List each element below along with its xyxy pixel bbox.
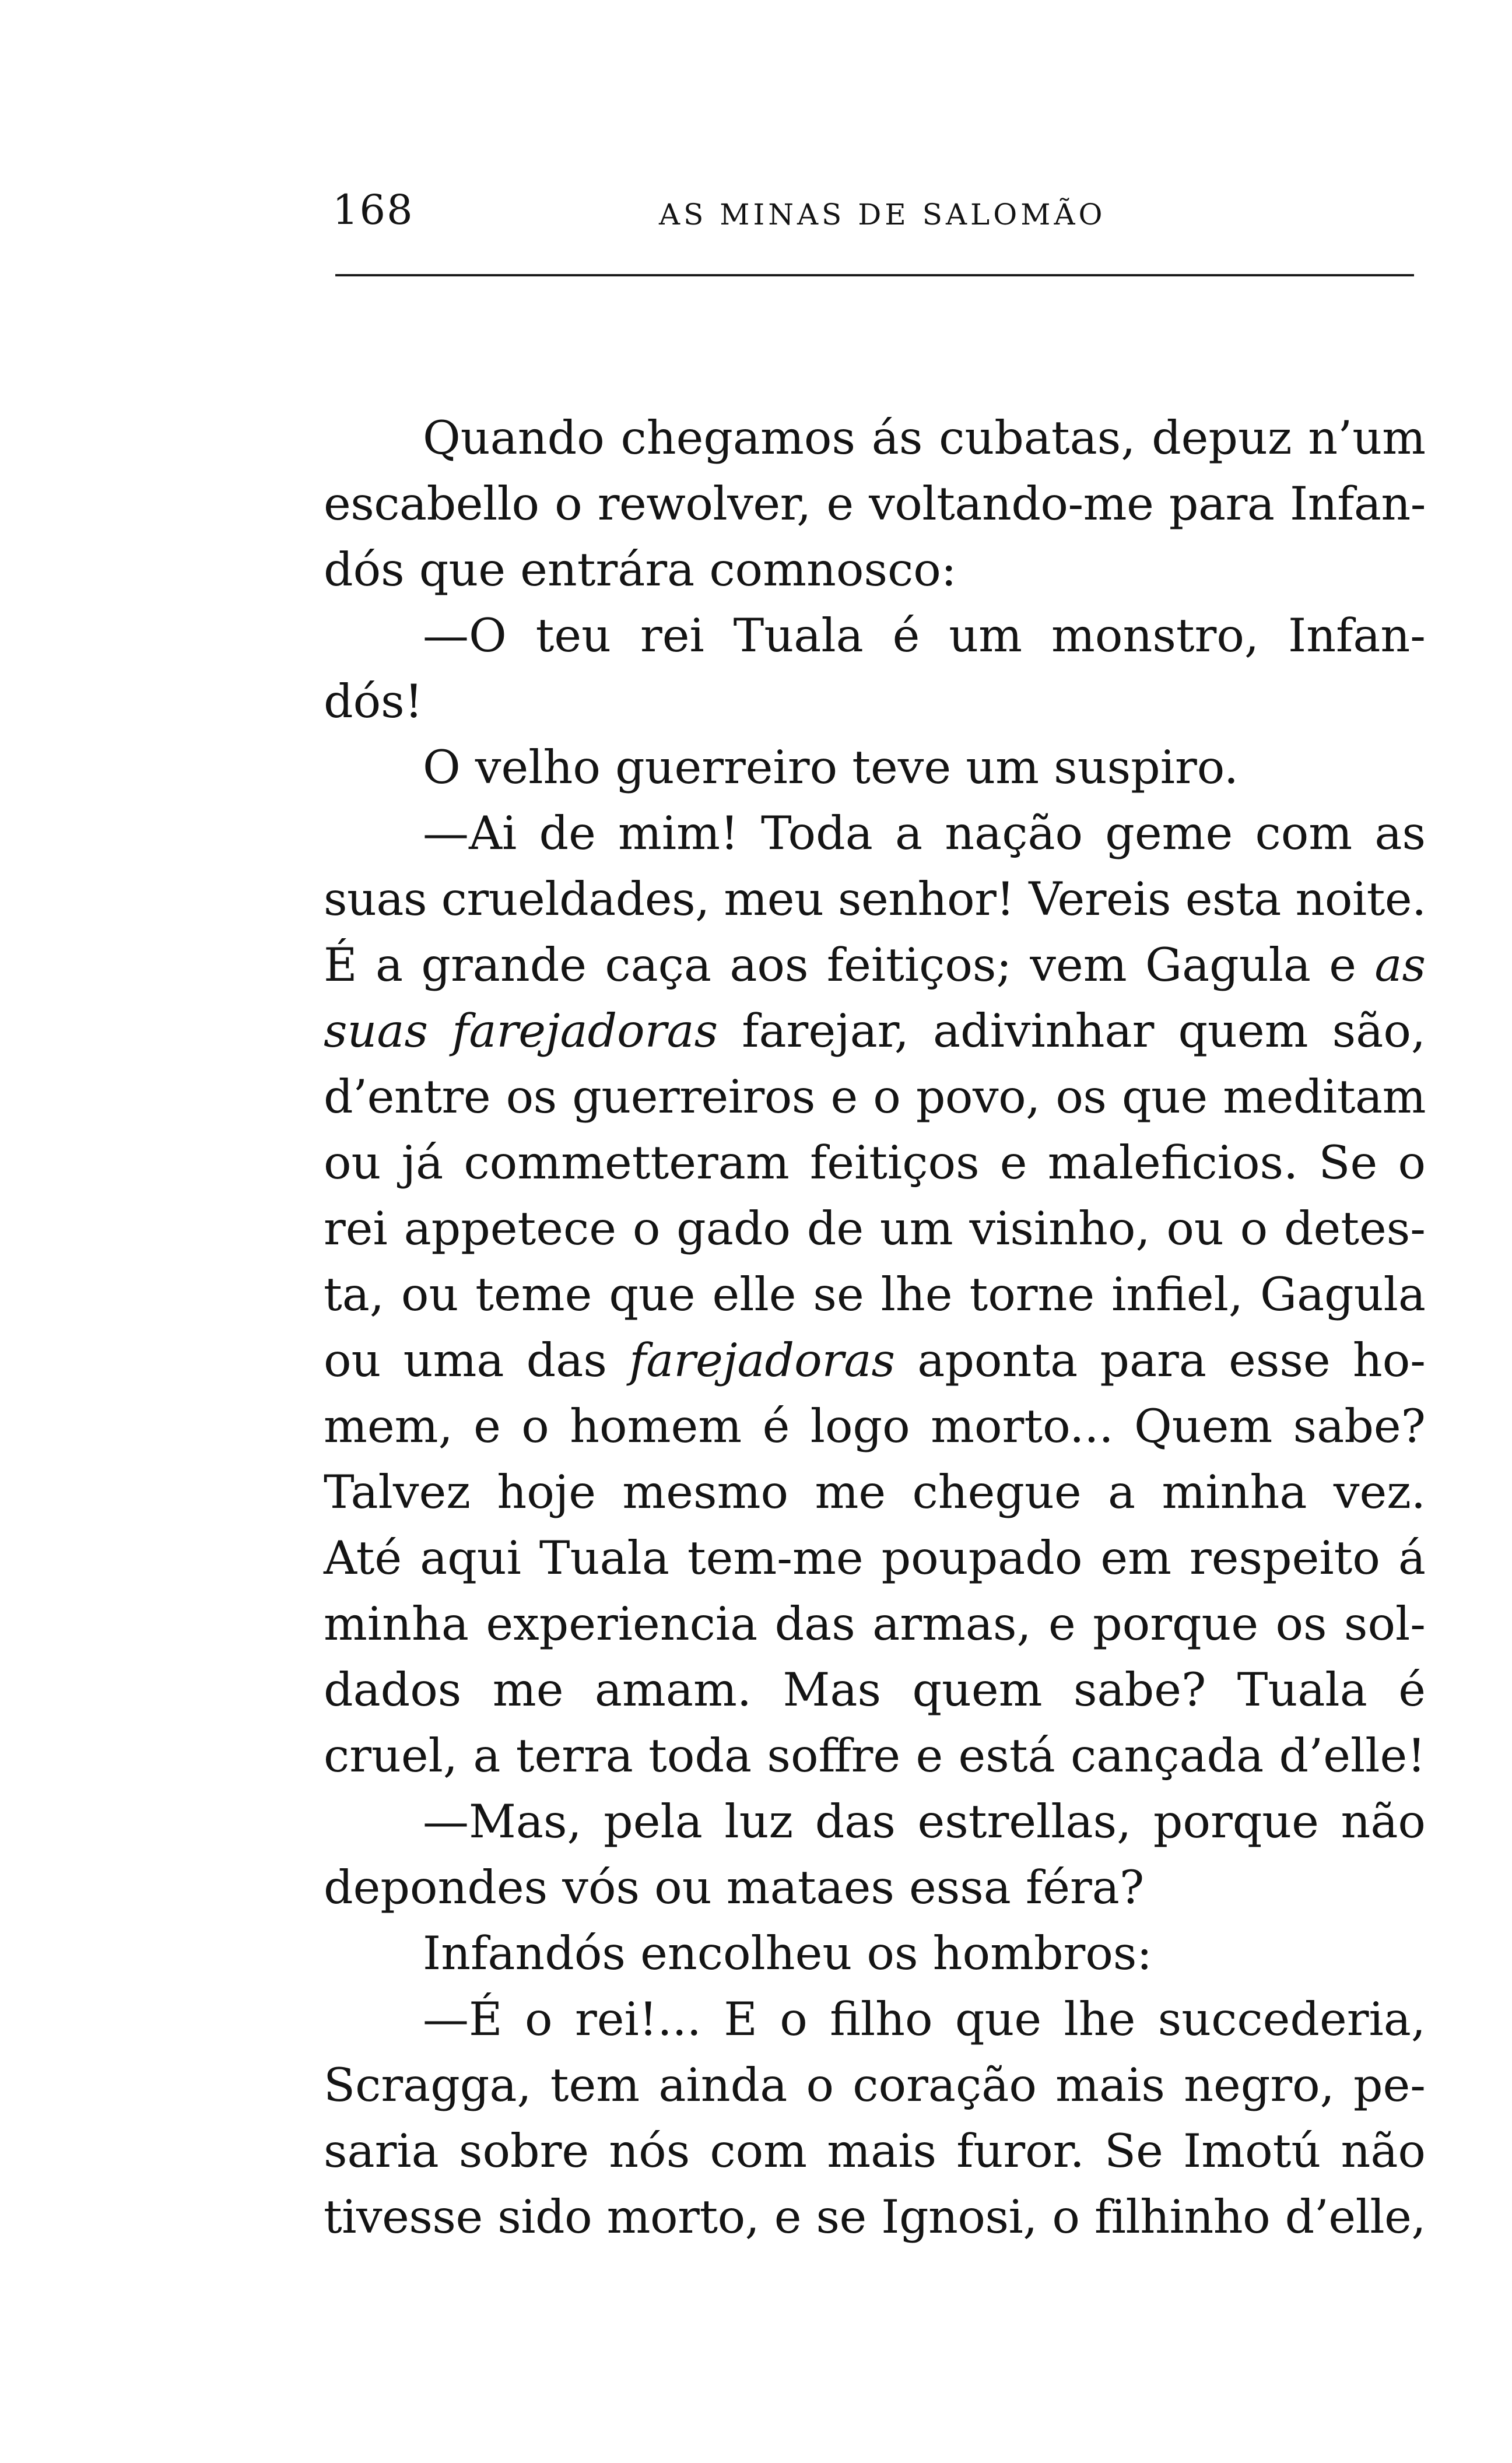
text-line: —Ai de mim! Toda a nação geme com as bbox=[423, 806, 1426, 860]
text-line: dós que entrára comnosco: bbox=[324, 543, 957, 597]
text-line: mem, e o homem é logo morto... Quem sabe? bbox=[324, 1399, 1426, 1453]
text-line: ta, ou teme que elle se lhe torne infiel, Gagula bbox=[324, 1268, 1426, 1321]
running-title: AS MINAS DE SALOMÃO bbox=[659, 198, 1106, 231]
text-line: ou uma das farejadoras aponta para esse ho- bbox=[324, 1334, 1426, 1387]
text-line: tivesse sido morto, e se Ignosi, o filhinho d’elle, bbox=[324, 2190, 1426, 2244]
text-line: Quando chegamos ás cubatas, depuz n’um bbox=[423, 411, 1426, 465]
text-line: saria sobre nós com mais furor. Se Imotú não bbox=[324, 2124, 1426, 2178]
body-text bbox=[324, 405, 1426, 2250]
running-head bbox=[332, 181, 1423, 239]
text-line: minha experiencia das armas, e porque os sol- bbox=[324, 1597, 1426, 1651]
italic-text: suas farejadoras bbox=[324, 1004, 718, 1058]
text-line: Scragga, tem ainda o coração mais negro, pe- bbox=[324, 2058, 1426, 2112]
italic-text: as bbox=[1374, 938, 1426, 992]
text-line: escabello o rewolver, e voltando-me para Infan- bbox=[324, 477, 1426, 531]
text-line: O velho guerreiro teve um suspiro. bbox=[423, 741, 1239, 794]
text-line: É a grande caça aos feitiços; vem Gagula e as bbox=[324, 938, 1426, 992]
text-line: dós! bbox=[324, 675, 423, 728]
page-number: 168 bbox=[332, 186, 414, 234]
text-line: d’entre os guerreiros e o povo, os que meditam bbox=[324, 1070, 1426, 1124]
text-line: Infandós encolheu os hombros: bbox=[423, 1927, 1153, 1980]
text-line: Até aqui Tuala tem-me poupado em respeito á bbox=[324, 1531, 1426, 1585]
text-line: suas crueldades, meu senhor! Vereis esta noite. bbox=[324, 872, 1426, 926]
text-line: Talvez hoje mesmo me chegue a minha vez. bbox=[324, 1465, 1426, 1519]
text-line: depondes vós ou mataes essa féra? bbox=[324, 1861, 1145, 1914]
text-line: cruel, a terra toda soffre e está cançada d’elle! bbox=[324, 1729, 1426, 1783]
italic-text: farejadoras bbox=[629, 1334, 896, 1387]
text-line: —O teu rei Tuala é um monstro, Infan- bbox=[423, 609, 1426, 662]
text-line: ou já commetteram feitiços e maleficios. Se o bbox=[324, 1136, 1426, 1190]
text-line: rei appetece o gado de um visinho, ou o detes- bbox=[324, 1202, 1426, 1255]
text-line: dados me amam. Mas quem sabe? Tuala é bbox=[324, 1663, 1426, 1717]
text-line: suas farejadoras farejar, adivinhar quem são, bbox=[324, 1004, 1426, 1058]
header-rule bbox=[335, 274, 1414, 276]
text-line: —É o rei!... E o filho que lhe succederia, bbox=[423, 1992, 1426, 2046]
text-line: —Mas, pela luz das estrellas, porque não bbox=[423, 1795, 1426, 1848]
